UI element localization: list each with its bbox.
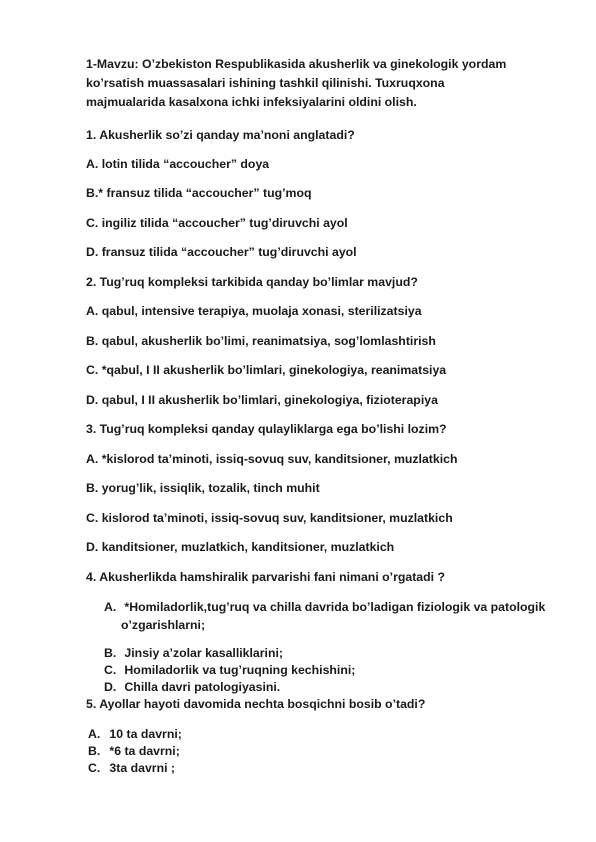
list-marker: A. <box>88 727 101 741</box>
q1-option-a: A. lotin tilida “accoucher” doya <box>86 157 270 171</box>
topic-heading: 1-Mavzu: O’zbekiston Respublikasida akusherlik va ginekologik yordam ko’rsatish muassasalari ishining tashkil qilinishi. Tuxruqxona majmualarida kasalxona ichki infeksiyalarini oldini olish. <box>86 57 507 109</box>
q4-option-c <box>104 662 355 678</box>
list-marker: C. <box>88 761 101 775</box>
option-text: *Homiladorlik,tug’ruq va chilla davrida bo’ladigan fiziologik va patologik <box>124 600 546 614</box>
option-text: Jinsiy a’zolar kasalliklarini; <box>124 646 283 660</box>
list-marker: C. <box>104 663 117 677</box>
list-marker: B. <box>104 646 117 660</box>
q2-option-c: C. *qabul, I II akusherlik bo’limlari, ginekologiya, reanimatsiya <box>86 363 447 377</box>
list-marker: B. <box>88 744 101 758</box>
question-1: 1. Akusherlik so’zi qanday ma’noni anglatadi? <box>86 128 355 142</box>
q1-option-c: C. ingiliz tilida “accoucher” tug’diruvchi ayol <box>86 216 348 230</box>
q1-option-b: B.* fransuz tilida “accoucher” tug’moq <box>86 186 312 200</box>
q1-option-d: D. fransuz tilida “accoucher” tug’diruvchi ayol <box>86 245 357 259</box>
q4-option-d <box>104 679 280 695</box>
q2-option-d: D. qabul, I II akusherlik bo’limlari, ginekologiya, fizioterapiya <box>86 393 438 407</box>
option-text: Homiladorlik va tug’ruqning kechishini; <box>124 663 356 677</box>
question-3: 3. Tug’ruq kompleksi qanday qulayliklarga ega bo’lishi lozim? <box>86 422 447 436</box>
q3-option-c: C. kislorod ta’minoti, issiq-sovuq suv, kanditsioner, muzlatkich <box>86 511 453 525</box>
list-marker: D. <box>104 680 117 694</box>
q5-option-a <box>88 726 182 742</box>
question-2: 2. Tug’ruq kompleksi tarkibida qanday bo’limlar mavjud? <box>86 275 418 289</box>
q3-option-b: B. yorug’lik, issiqlik, tozalik, tinch muhit <box>86 481 320 495</box>
question-5: 5. Ayollar hayoti davomida nechta bosqichni bosib o’tadi? <box>86 697 426 711</box>
q5-option-c <box>88 760 175 776</box>
q2-option-b: B. qabul, akusherlik bo’limi, reanimatsiya, sog’lomlashtirish <box>86 334 436 348</box>
q5-option-b <box>88 743 180 759</box>
question-4: 4. Akusherlikda hamshiralik parvarishi fani nimani o’rgatadi ? <box>86 570 445 584</box>
option-text: 3ta davrni ; <box>109 761 176 775</box>
option-text: *6 ta davrni; <box>109 744 180 758</box>
q3-option-d: D. kanditsioner, muzlatkich, kanditsioner, muzlatkich <box>86 540 395 554</box>
q4-option-b <box>104 645 283 661</box>
q4-option-a-continuation: o’zgarishlarni; <box>121 618 206 632</box>
q2-option-a: A. qabul, intensive terapiya, muolaja xonasi, sterilizatsiya <box>86 304 422 318</box>
option-text: 10 ta davrni; <box>109 727 182 741</box>
option-text: Chilla davri patologiyasini. <box>124 680 281 694</box>
list-marker: A. <box>104 600 117 614</box>
q4-option-a <box>104 599 545 615</box>
q3-option-a: A. *kislorod ta’minoti, issiq-sovuq suv, kanditsioner, muzlatkich <box>86 452 458 466</box>
